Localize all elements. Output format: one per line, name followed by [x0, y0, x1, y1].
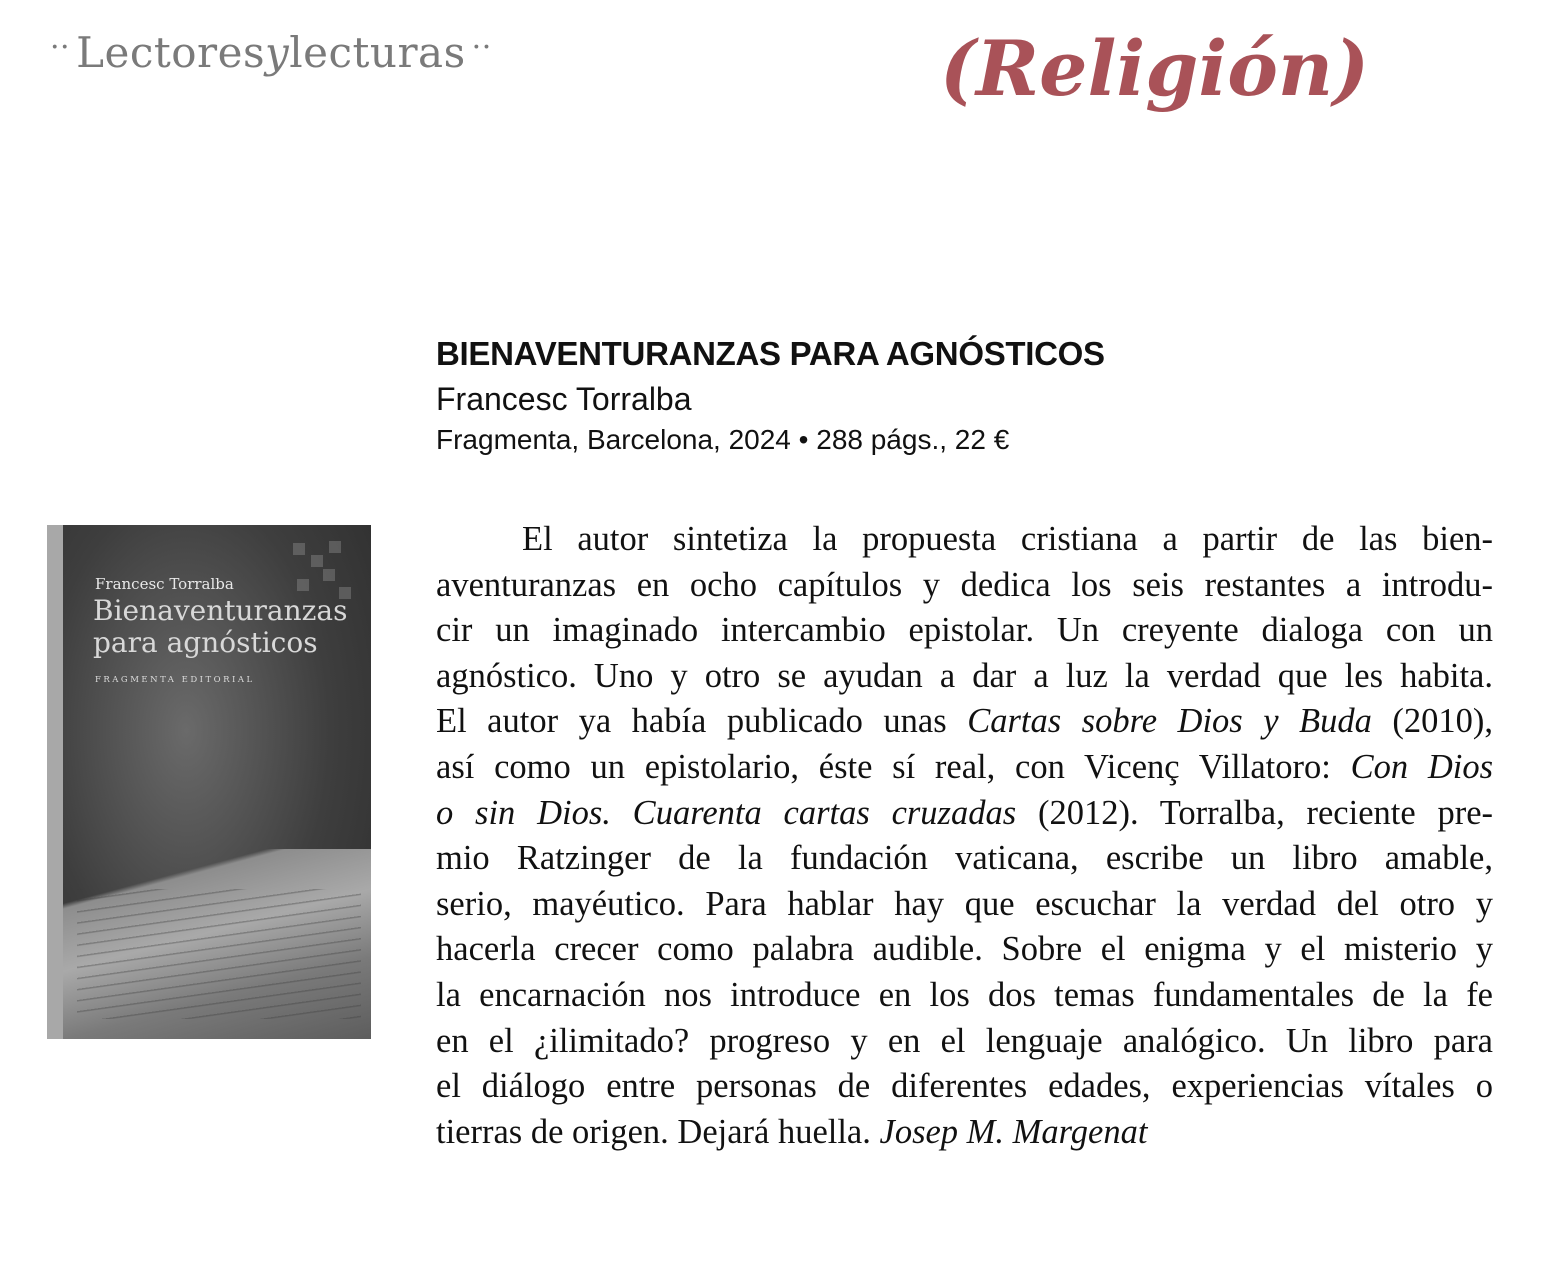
cover-author: Francesc Torralba [95, 575, 234, 593]
cited-title: Cartas sobre Dios y Buda [967, 702, 1372, 741]
reviewer-signature: Josep M. Margenat [879, 1112, 1148, 1151]
review-line: El autor sintetiza la propuesta cristiana a partir de las bien- [522, 520, 1493, 558]
cited-title: Con Dios [1350, 747, 1494, 786]
review-text-fragment: (2012). Torralba, reciente pre- [1016, 793, 1493, 832]
review-line [436, 791, 1493, 837]
masthead-lecturas: lecturas [289, 28, 466, 77]
masthead-y: y [265, 28, 290, 77]
review-line: agnóstico. Uno y otro se ayudan a dar a luz la verdad que les habita. [436, 656, 1493, 695]
review-line: cir un imaginado intercambio epistolar. Un creyente dialoga con un [436, 611, 1493, 650]
masthead-lectores: Lectores [76, 28, 265, 77]
section-heading: (Religión) [940, 24, 1370, 113]
book-cover-image [47, 525, 371, 1039]
masthead-dots-right: ·· [471, 30, 492, 65]
book-title: BIENAVENTURANZAS PARA AGNÓSTICOS [436, 335, 1105, 372]
review-line: la encarnación nos introduce en los dos temas fundamentales de la fe [436, 975, 1493, 1014]
cover-title-line1: Bienaventuranzas [93, 594, 348, 627]
review-text-fragment: así como un epistolario, éste sí real, con Vicenç Villatoro: [436, 747, 1351, 786]
review-line: serio, mayéutico. Para hablar hay que escuchar la verdad del otro y [436, 884, 1493, 923]
cover-title [93, 595, 347, 659]
review-line: el diálogo entre personas de diferentes edades, experiencias vítales o [436, 1067, 1493, 1106]
cover-publisher: FRAGMENTA EDITORIAL [95, 675, 255, 685]
book-author: Francesc Torralba [436, 381, 692, 417]
review-line [436, 1110, 1493, 1156]
cover-spine [47, 525, 63, 1039]
review-text-fragment: El autor ya había publicado unas [436, 702, 968, 741]
cited-title: o sin Dios. Cuarenta cartas cruzadas [436, 793, 1017, 832]
book-publication-info: Fragmenta, Barcelona, 2024 • 288 págs., 22 € [436, 424, 1010, 455]
review-line: aventuranzas en ocho capítulos y dedica los seis restantes a introdu- [436, 565, 1493, 604]
review-line [436, 745, 1493, 791]
review-line: mio Ratzinger de la fundación vaticana, escribe un libro amable, [436, 839, 1493, 878]
review-line [436, 699, 1493, 745]
review-text-fragment: (2010), [1371, 702, 1494, 741]
review-line: hacerla crecer como palabra audible. Sobre el enigma y el misterio y [436, 930, 1493, 969]
masthead [44, 28, 498, 77]
review-line: en el ¿ilimitado? progreso y en el lenguaje analógico. Un libro para [436, 1021, 1493, 1060]
review-text [436, 517, 1493, 1155]
review-text-fragment: tierras de origen. Dejará huella. [436, 1112, 880, 1151]
cover-title-line2: para agnósticos [93, 626, 318, 659]
cover-handwriting-texture [77, 889, 361, 1019]
masthead-dots-left: ·· [50, 30, 71, 65]
